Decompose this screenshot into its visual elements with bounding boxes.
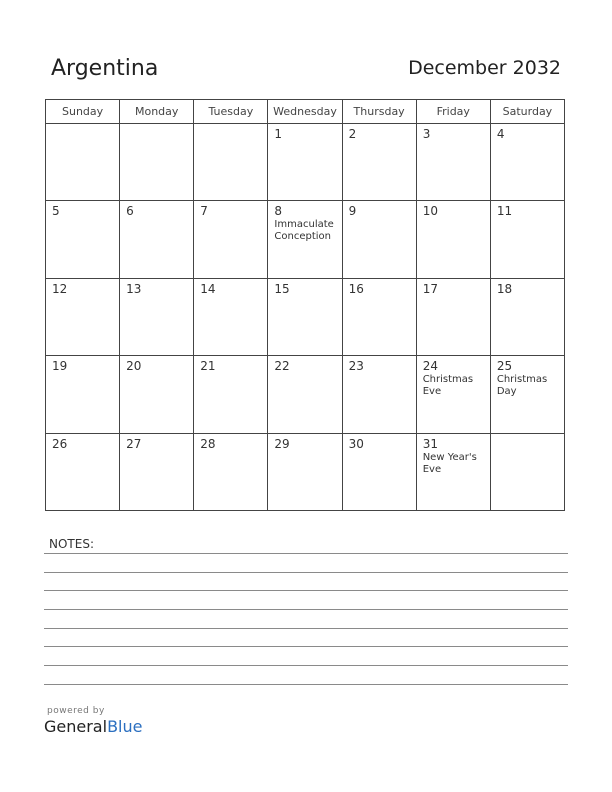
holiday-label: Christmas Eve	[422, 374, 474, 398]
week-row	[46, 278, 565, 355]
day-cell	[46, 356, 120, 433]
day-cell	[342, 433, 416, 510]
day-number: 17	[422, 281, 438, 296]
weekday-header-row	[46, 100, 565, 124]
notes-line	[44, 684, 568, 685]
day-number: 1	[274, 127, 283, 141]
notes-line	[44, 628, 568, 629]
day-number: 6	[126, 204, 134, 219]
powered-by-text: powered by	[47, 706, 105, 716]
day-cell	[120, 278, 194, 355]
notes-line	[44, 609, 568, 610]
day-number: 3	[422, 127, 431, 141]
day-cell	[268, 356, 342, 433]
day-cell	[416, 433, 490, 510]
month-year-title: December 2032	[408, 57, 561, 79]
holiday-label: Christmas Day	[496, 374, 548, 398]
day-number: 14	[200, 281, 216, 296]
day-cell	[490, 433, 564, 510]
day-number: 16	[348, 281, 364, 296]
week-row	[46, 433, 565, 510]
day-cell	[490, 201, 564, 278]
day-cell	[490, 356, 564, 433]
day-cell	[46, 201, 120, 278]
notes-line	[44, 646, 568, 647]
day-number: 31	[422, 436, 438, 451]
day-cell	[342, 201, 416, 278]
weekday-sunday: Sunday	[46, 100, 120, 124]
calendar-grid	[45, 99, 565, 511]
day-number: 27	[126, 436, 142, 451]
day-cell	[194, 278, 268, 355]
day-cell	[120, 356, 194, 433]
day-cell	[120, 433, 194, 510]
day-number: 9	[348, 204, 357, 219]
notes-label: NOTES:	[49, 537, 94, 551]
day-number: 20	[126, 359, 142, 374]
day-number: 7	[200, 204, 208, 219]
country-title: Argentina	[51, 56, 159, 81]
day-cell	[416, 356, 490, 433]
day-number: 10	[422, 204, 438, 219]
day-cell	[46, 278, 120, 355]
day-cell	[46, 433, 120, 510]
day-number: 8	[274, 204, 283, 219]
day-cell	[120, 124, 194, 201]
brand-general: General	[44, 717, 108, 736]
day-cell	[342, 278, 416, 355]
day-number: 4	[496, 127, 505, 141]
brand-logo	[44, 717, 142, 736]
notes-line	[44, 590, 568, 591]
day-cell	[194, 356, 268, 433]
day-cell	[490, 124, 564, 201]
day-cell	[268, 433, 342, 510]
notes-line	[44, 553, 568, 554]
day-number: 26	[52, 436, 68, 451]
brand-blue: Blue	[107, 717, 143, 736]
day-cell	[416, 278, 490, 355]
day-number: 25	[496, 359, 513, 374]
day-number: 30	[348, 436, 364, 451]
week-row	[46, 356, 565, 433]
day-cell	[416, 201, 490, 278]
day-number: 2	[348, 127, 357, 141]
day-number: 22	[274, 359, 290, 374]
notes-line	[44, 572, 568, 573]
day-number: 11	[496, 204, 513, 219]
day-number: 24	[422, 359, 438, 374]
day-cell	[342, 356, 416, 433]
weekday-friday: Friday	[416, 100, 490, 124]
weekday-saturday: Saturday	[490, 100, 564, 124]
day-cell	[268, 201, 342, 278]
day-number: 29	[274, 436, 290, 451]
holiday-label: New Year's Eve	[422, 451, 477, 475]
day-cell	[268, 278, 342, 355]
day-number: 15	[274, 281, 290, 296]
day-cell	[268, 124, 342, 201]
day-cell	[120, 201, 194, 278]
day-number: 18	[496, 281, 513, 296]
notes-line	[44, 665, 568, 666]
day-number: 28	[200, 436, 216, 451]
week-row	[46, 124, 565, 201]
day-cell	[46, 124, 120, 201]
day-number: 13	[126, 281, 142, 296]
week-row	[46, 201, 565, 278]
day-cell	[416, 124, 490, 201]
holiday-label: Immaculate Conception	[274, 219, 334, 243]
weekday-tuesday: Tuesday	[194, 100, 268, 124]
day-cell	[490, 278, 564, 355]
weekday-wednesday: Wednesday	[268, 100, 342, 124]
day-cell	[194, 433, 268, 510]
day-number: 19	[52, 359, 68, 374]
day-number: 12	[52, 281, 68, 296]
weekday-thursday: Thursday	[342, 100, 416, 124]
day-cell	[194, 124, 268, 201]
day-cell	[342, 124, 416, 201]
weekday-monday: Monday	[120, 100, 194, 124]
day-number: 5	[52, 204, 60, 219]
day-number: 23	[348, 359, 364, 374]
day-cell	[194, 201, 268, 278]
day-number: 21	[200, 359, 216, 374]
